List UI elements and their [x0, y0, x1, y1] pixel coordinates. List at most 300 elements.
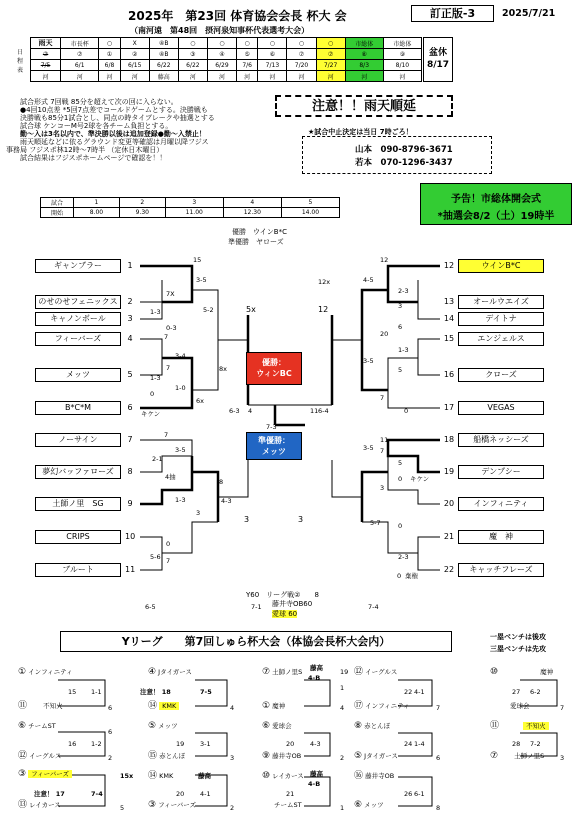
- score: 3-5: [175, 446, 186, 454]
- yl-team: [18, 770, 72, 778]
- yl-mark: ⑬: [18, 800, 28, 810]
- yl-score: 4: [340, 704, 345, 712]
- yl-score: 20: [286, 740, 295, 748]
- team-box: B*C*M: [35, 401, 121, 415]
- sched-date: 6/1: [61, 60, 99, 71]
- yl-score: 7-5: [200, 688, 212, 696]
- score: キケン: [141, 410, 161, 418]
- team-box: ギャンブラー: [35, 259, 121, 273]
- yl-score: 藤高: [310, 770, 323, 778]
- yl-mark: ⑭: [148, 701, 158, 711]
- sched-label: ○: [99, 38, 120, 49]
- schedule-side-label: 日程表: [17, 49, 24, 74]
- yl-team-name: Jタイガース: [364, 752, 398, 760]
- yl-team: [490, 668, 553, 676]
- score: 2-3: [398, 287, 409, 295]
- yl-score: 16: [68, 740, 77, 748]
- yl-score: 6-1: [414, 790, 425, 798]
- time-row-label: 開始: [41, 208, 74, 218]
- score: 12x: [318, 278, 331, 286]
- note-item: 試合形式 7回戦 85分を超えて次の回に入らない。: [20, 98, 178, 106]
- time-start: 12.30: [223, 208, 281, 218]
- score: 7-1: [251, 603, 262, 611]
- score: 7: [380, 394, 385, 402]
- yl-team: [18, 752, 61, 760]
- round-mark: ①: [99, 49, 120, 60]
- sched-label: ○: [207, 38, 236, 49]
- sched-date: 6/15: [120, 60, 149, 71]
- team-box: ブルート: [35, 563, 121, 577]
- contact-heading: ★試合中止決定は当日 7時ごろ！: [308, 128, 413, 136]
- score: 5: [398, 366, 403, 374]
- team-box: 夢幻バッファローズ: [35, 465, 121, 479]
- yl-team: [354, 772, 394, 780]
- champion-label: 優勝：: [262, 358, 286, 367]
- score: 7: [166, 364, 171, 372]
- team-box: デイトナ: [458, 312, 544, 326]
- sched-venue: 河: [31, 71, 61, 82]
- sched-label: 市総体: [383, 38, 421, 49]
- score: 4-5: [363, 276, 374, 284]
- yl-mark: ⑧: [354, 721, 363, 731]
- team-number: 15: [443, 334, 455, 343]
- bench-note: 三塁ベンチは先攻: [490, 645, 546, 653]
- score: 2-1: [152, 455, 163, 463]
- team-number: 14: [443, 314, 455, 323]
- team-number: 22: [443, 565, 455, 574]
- yl-team: [148, 702, 179, 710]
- score: 5-7: [370, 519, 381, 527]
- time-start: 9.30: [119, 208, 165, 218]
- yl-team-name: インフィニティ: [365, 702, 410, 710]
- yl-score: 8: [436, 804, 441, 812]
- page-title: 2025年 第23回 体育協会会長 杯大 会: [128, 9, 347, 23]
- yl-score: 2: [108, 754, 113, 762]
- sched-date: 6/22: [149, 60, 178, 71]
- round-mark: ⑧: [345, 49, 383, 60]
- score: 3-5: [363, 444, 374, 452]
- announce-line: *抽選会8/2（土）19時半: [437, 211, 555, 222]
- yl-team: [354, 668, 397, 676]
- score: 7: [164, 333, 169, 341]
- yl-team-name: 赤とんぼ: [159, 752, 186, 760]
- time-start: 11.00: [165, 208, 223, 218]
- round-mark: ⑦: [31, 49, 61, 60]
- second-label: 準優勝：: [258, 436, 290, 445]
- round-mark: ②: [120, 49, 149, 60]
- yl-score: 注意！ 18: [140, 688, 171, 696]
- team-box: オールウエイズ: [458, 295, 544, 309]
- yl-mark: ⑩: [490, 667, 499, 677]
- team-number: 12: [443, 261, 455, 270]
- score: キケン: [410, 475, 430, 483]
- yl-score: 1-1: [91, 688, 102, 696]
- yl-team: [18, 702, 63, 710]
- score: 0: [397, 572, 402, 580]
- score: 0: [398, 522, 403, 530]
- score: 3-4: [175, 352, 186, 360]
- yl-score: 5: [120, 804, 125, 812]
- yl-score: 2: [230, 804, 235, 812]
- note-item: 試合球 ケンコーM号2球を各チーム負担とする。: [20, 122, 173, 130]
- score: 7-4: [368, 603, 379, 611]
- yl-team-name: イーグルス: [365, 668, 398, 676]
- time-slot: 5: [281, 198, 339, 208]
- yl-score: 1-4: [414, 740, 425, 748]
- yl-team-name: メッツ: [158, 722, 178, 730]
- round-mark: ③: [178, 49, 207, 60]
- yl-team-name: チームST: [28, 722, 56, 730]
- score: 6: [398, 323, 403, 331]
- score: 11: [380, 436, 389, 444]
- sched-venue: 河: [178, 71, 207, 82]
- yl-team-name: インフィニティ: [28, 668, 73, 676]
- team-box: 魔 神: [458, 530, 544, 544]
- team-box: メッツ: [35, 368, 121, 382]
- y60-score: 8: [314, 591, 319, 599]
- score: 0: [398, 475, 403, 483]
- yl-score: 3-1: [200, 740, 211, 748]
- yl-score: 3: [230, 754, 235, 762]
- score: 12: [380, 256, 389, 264]
- team-number: 18: [443, 435, 455, 444]
- sched-date: 7/27: [316, 60, 345, 71]
- sched-date: 6/22: [178, 60, 207, 71]
- sched-label: ○: [316, 38, 345, 49]
- yl-score: 6-2: [530, 688, 541, 696]
- sched-venue: 藤高: [149, 71, 178, 82]
- time-slot: 4: [223, 198, 281, 208]
- yl-score: 24: [404, 740, 413, 748]
- yl-mark: ⑰: [354, 701, 364, 711]
- team-number: 19: [443, 467, 455, 476]
- yl-team: [18, 801, 61, 809]
- yl-mark: ①: [262, 701, 271, 711]
- team-number: 1: [127, 261, 133, 270]
- note-item: 勤〜入は3名以内で、準決勝以後は追加登録●勤〜入禁止！: [20, 130, 206, 138]
- team-number: 11: [125, 565, 136, 574]
- team-number: 17: [443, 403, 455, 412]
- score: 7-3: [266, 423, 277, 431]
- yl-team-name: KMK: [159, 772, 174, 780]
- team-box: のせのせフェニックス: [35, 295, 121, 309]
- yl-score: 藤高: [310, 664, 323, 672]
- sched-label: 雨天: [31, 38, 61, 49]
- yl-score: 1-2: [91, 740, 102, 748]
- yl-team: [148, 801, 196, 809]
- score: 1-3: [150, 308, 161, 316]
- team-box: キャノンボール: [35, 312, 121, 326]
- yl-score: 7: [436, 704, 441, 712]
- round-mark: ⑦: [316, 49, 345, 60]
- yl-team-name: チームST: [274, 801, 302, 809]
- yl-team: [262, 752, 301, 760]
- note-item: 試合結果はフジスポホームページで確認を！！: [20, 154, 167, 162]
- sched-label: ○: [178, 38, 207, 49]
- sched-venue: 河: [258, 71, 287, 82]
- yl-team: [354, 722, 390, 730]
- score: 7X: [166, 290, 175, 298]
- score: 7: [380, 447, 385, 455]
- round-mark: ⑨: [383, 49, 421, 60]
- time-slot: 3: [165, 198, 223, 208]
- yl-score: 22: [404, 688, 413, 696]
- yl-team: [354, 801, 384, 809]
- round-mark: ④B: [149, 49, 178, 60]
- yl-score: 7: [560, 704, 565, 712]
- time-start: 8.00: [74, 208, 120, 218]
- team-box: VEGAS: [458, 401, 544, 415]
- yl-score: 20: [176, 790, 185, 798]
- score: 5-2: [203, 306, 214, 314]
- contact-tel: 090-8796-3671: [380, 145, 453, 155]
- yl-mark: ③: [18, 769, 27, 779]
- runner-label: 準優勝: [228, 238, 249, 246]
- y60-team: 愛球 60: [272, 610, 298, 618]
- sched-label: 市長杯: [61, 38, 99, 49]
- contact-name: 山本: [355, 145, 373, 155]
- sched-date: 7/13: [258, 60, 287, 71]
- yl-mark: ⑥: [18, 721, 27, 731]
- yl-team: [262, 772, 304, 780]
- sched-venue: 河: [287, 71, 316, 82]
- team-number: 8: [127, 467, 133, 476]
- score: 3: [196, 509, 201, 517]
- sched-venue: 河: [207, 71, 236, 82]
- yl-score: 4-3: [310, 740, 321, 748]
- score: 6-5: [145, 603, 156, 611]
- yl-mark: ⑪: [490, 721, 500, 731]
- team-box: ノーサイン: [35, 433, 121, 447]
- y60-team: 藤井寺OB60: [272, 600, 313, 608]
- score: 0: [166, 540, 171, 548]
- yleague-title: Yリーグ 第7回しゅら杯大会（体協会長杯大会内）: [60, 631, 452, 652]
- yl-team-name: イーグルス: [29, 752, 62, 760]
- yl-team: [18, 722, 56, 730]
- yl-mark: ④: [148, 667, 157, 677]
- y60-title: Y60 リーグ戦②: [246, 591, 301, 599]
- yl-score: 3: [560, 754, 565, 762]
- yl-team: [262, 722, 292, 730]
- yl-team-name: 魔神: [540, 668, 554, 676]
- yl-score: 4-1: [414, 688, 425, 696]
- sched-date: 7/6: [236, 60, 257, 71]
- announce-line: 予告！市総体開会式: [451, 194, 541, 205]
- yl-mark: ⑤: [148, 721, 157, 731]
- team-number: 13: [443, 297, 455, 306]
- round-mark: ⑦: [287, 49, 316, 60]
- round-mark: ④: [207, 49, 236, 60]
- team-box: フィーバーズ: [35, 332, 121, 346]
- team-box: キャッチフレーズ: [458, 563, 544, 577]
- yl-team: [148, 772, 173, 780]
- team-number: 16: [443, 370, 455, 379]
- time-slot: 1: [74, 198, 120, 208]
- yl-mark: ⑯: [354, 771, 364, 781]
- subtitle: （南河遠 第48回 摂河泉知事杯代表選考大会）: [130, 26, 310, 35]
- yl-mark: ①: [18, 667, 27, 677]
- score: 3: [298, 515, 304, 524]
- yl-team: [262, 668, 302, 676]
- score: 3: [380, 484, 385, 492]
- yl-score: 6: [436, 754, 441, 762]
- team-box: 船橋ネッシーズ: [458, 433, 544, 447]
- score: 0-3: [166, 324, 177, 332]
- score: 3: [244, 515, 250, 524]
- yl-mark: ⑥: [354, 800, 363, 810]
- score: 6-3: [229, 407, 240, 415]
- yl-score: 4-1: [200, 790, 211, 798]
- yl-team-name: フィーバーズ: [28, 770, 72, 778]
- sched-date: 8/3: [345, 60, 383, 71]
- sched-date: 6/8: [99, 60, 120, 71]
- sched-venue: 河: [316, 71, 345, 82]
- yl-team-name: 藤井寺OB: [272, 752, 302, 760]
- score: 3: [398, 302, 403, 310]
- rain-notice: 注意！！雨天順延: [275, 95, 453, 117]
- score: 4: [248, 407, 253, 415]
- yl-score: 注意！ 17: [34, 790, 65, 798]
- yl-score: 19: [176, 740, 185, 748]
- yl-score: 1: [340, 684, 345, 692]
- score: 1-3: [150, 374, 161, 382]
- score: 0: [404, 407, 409, 415]
- note-item: 雨天順延などに依るグラウンド変更等確認は月曜以降フジス: [20, 138, 209, 146]
- score: 8: [219, 478, 224, 486]
- score: 4-3: [221, 497, 232, 505]
- yl-score: 1: [340, 804, 345, 812]
- yl-mark: ⑪: [18, 701, 28, 711]
- sched-label: X: [120, 38, 149, 49]
- team-box: ウインB*C: [458, 259, 544, 273]
- sched-label: ○: [236, 38, 257, 49]
- yl-score: 2: [340, 754, 345, 762]
- winner-team: ウインB*C: [253, 228, 287, 236]
- yl-team-name: メッツ: [364, 801, 384, 809]
- yl-team: [262, 801, 302, 809]
- yl-score: 15x: [120, 772, 134, 780]
- runner-team: ヤローズ: [256, 238, 284, 246]
- team-number: 3: [127, 314, 133, 323]
- yl-team: [148, 668, 192, 676]
- yl-team: [354, 752, 398, 760]
- team-box: エンジェルス: [458, 332, 544, 346]
- note-item: 事務局 フジスポ林12時〜7時半 （定休日木曜日）: [6, 146, 164, 154]
- team-box: クローズ: [458, 368, 544, 382]
- sched-venue: 河: [99, 71, 120, 82]
- yl-team: [490, 702, 530, 710]
- sched-venue: 河: [236, 71, 257, 82]
- yl-score: 21: [286, 790, 295, 798]
- score: 6x: [196, 397, 204, 405]
- team-box: 土師ノ里 SG: [35, 497, 121, 511]
- yl-score: 4-B: [308, 674, 321, 682]
- yl-team-name: レイカース: [29, 801, 61, 809]
- note-item: ●4回10点差 *5回7点差でコールドゲームとする。決勝戦も: [20, 106, 208, 114]
- yl-score: 4-B: [308, 780, 321, 788]
- team-number: 20: [443, 499, 455, 508]
- yl-team-name: 愛球会: [510, 702, 530, 710]
- bon-holiday: 盆休 8/17: [423, 37, 453, 82]
- yl-score: 6: [108, 728, 113, 736]
- yl-mark: ⑫: [354, 667, 364, 677]
- score: 3-5: [196, 276, 207, 284]
- yl-mark: ⑥: [262, 721, 271, 731]
- sched-label: ○: [287, 38, 316, 49]
- yl-mark: ⑦: [262, 667, 271, 677]
- score: 11: [310, 407, 319, 415]
- score: 15: [193, 256, 202, 264]
- yl-team-name: Jタイガース: [158, 668, 192, 676]
- date-label: 2025/7/21: [502, 8, 556, 19]
- team-box: CRIPS: [35, 530, 121, 544]
- yl-team-name: 藤井寺OB: [365, 772, 395, 780]
- yl-score: 6: [108, 704, 113, 712]
- yl-mark: ⑫: [18, 751, 28, 761]
- sched-label: ○: [258, 38, 287, 49]
- yl-score: 19: [340, 668, 349, 676]
- score: 5-6: [150, 553, 161, 561]
- note-item: 決勝戦も85分1試合とし、同点の時タイブレークや抽選とする: [20, 114, 215, 122]
- sched-label: 市総体: [345, 38, 383, 49]
- second-team: メッツ: [262, 447, 286, 456]
- score: 1-3: [175, 496, 186, 504]
- yl-score: 26: [404, 790, 413, 798]
- yl-team-name: 赤とんぼ: [364, 722, 391, 730]
- score: 0: [150, 390, 155, 398]
- yl-mark: ⑦: [490, 751, 499, 761]
- revision-badge: 訂正版-3: [411, 5, 494, 22]
- score: 棄権: [405, 572, 418, 580]
- winner-label: 優勝: [232, 228, 246, 236]
- score: 5: [398, 459, 403, 467]
- sched-label: ④B: [149, 38, 178, 49]
- yl-score: 7-2: [530, 740, 541, 748]
- yl-team-name: 土師ノ里S: [272, 668, 303, 676]
- score: 2-3: [398, 553, 409, 561]
- score: 8x: [219, 365, 227, 373]
- yl-team: [148, 752, 185, 760]
- sched-date: 7/5: [31, 60, 61, 71]
- yl-team-name: KMK: [159, 702, 179, 710]
- yl-team-name: 愛球会: [272, 722, 292, 730]
- yl-team-name: 不知火: [43, 702, 63, 710]
- yl-team-name: 不知火: [523, 722, 549, 730]
- round-mark: ⑥: [258, 49, 287, 60]
- sched-venue: 河: [383, 71, 421, 82]
- contact-tel: 070-1296-3437: [380, 158, 453, 168]
- score: 5x: [246, 305, 256, 314]
- yl-team: [18, 668, 73, 676]
- score: 3-5: [363, 357, 374, 365]
- yl-mark: ⑩: [262, 771, 271, 781]
- team-number: 9: [127, 499, 133, 508]
- yl-team-name: 魔神: [272, 702, 286, 710]
- yl-score: 藤高: [198, 772, 211, 780]
- yl-score: 27: [512, 688, 521, 696]
- score: 12: [318, 305, 329, 314]
- time-row-label: 試合: [41, 198, 74, 208]
- sched-date: 8/10: [383, 60, 421, 71]
- yl-team: [262, 702, 285, 710]
- score: 7: [164, 431, 169, 439]
- yl-team-name: 土師ノ里S: [514, 752, 545, 760]
- yl-team: [148, 722, 178, 730]
- score: 1-3: [398, 346, 409, 354]
- yl-score: 4: [230, 704, 235, 712]
- champion-team: ウィンBC: [256, 369, 292, 378]
- team-number: 10: [125, 532, 136, 541]
